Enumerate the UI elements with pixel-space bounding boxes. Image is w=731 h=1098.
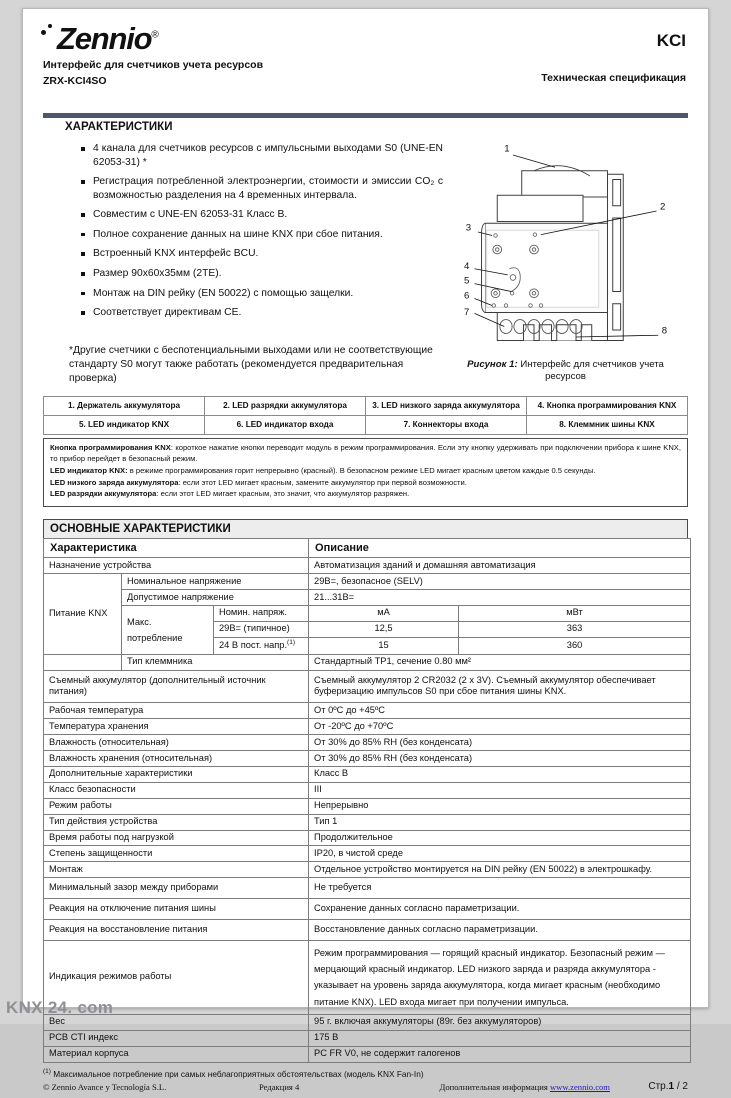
row-label: Влажность (относительная): [44, 735, 309, 751]
table-row: [44, 735, 691, 751]
features-list: [65, 142, 443, 320]
col-header-characteristic: Характеристика: [44, 539, 309, 558]
table-row: [44, 670, 691, 703]
cons-row2-text: 24 В пост. напр.: [219, 640, 288, 651]
callout-2: 2: [660, 201, 666, 213]
note-paragraph: [50, 443, 681, 465]
cons-row2-label: [214, 637, 309, 654]
note-text: в режиме программирования горит непрерывно (красный). В безопасном режиме LED мигает красным цветом каждые 0.5 секунды.: [129, 465, 596, 475]
product-model: ZRX-KCI4SO: [43, 75, 107, 87]
legend-num: 6.: [236, 420, 244, 430]
footnote-marker: (1): [287, 639, 295, 647]
list-item: Регистрация потребленной электроэнергии, стоимости и эмиссии CO₂ с возможностью разделения на 4 временных интервала.: [81, 175, 443, 202]
table-row: [44, 590, 691, 606]
row-label-max-consumption: Макс. потребление: [122, 605, 214, 654]
callout-4: 4: [464, 260, 470, 272]
note-term: LED индикатор KNX:: [50, 465, 128, 475]
callout-8: 8: [661, 325, 668, 337]
table-row: [44, 830, 691, 846]
row-label: Дополнительные характеристики: [44, 766, 309, 782]
note-paragraph: [50, 478, 681, 489]
note-term: LED низкого заряда аккумулятора: [50, 477, 179, 487]
legend-label: Держатель аккумулятора: [74, 400, 181, 410]
table-row: [44, 574, 691, 590]
note-term: Кнопка программирования KNX: [50, 443, 171, 453]
row-label: Рабочая температура: [44, 703, 309, 719]
row-label: Тип действия устройства: [44, 814, 309, 830]
cons-row1-mw: 363: [459, 621, 691, 637]
legend-cell-6: [205, 416, 366, 435]
list-item: Полное сохранение данных на шине KNX при сбое питания.: [81, 228, 443, 242]
row-value: Восстановление данных согласно параметризации.: [309, 919, 691, 940]
row-label-purpose: Назначение устройства: [44, 558, 309, 574]
table-row: [44, 766, 691, 782]
row-value-terminal: Стандартный TP1, сечение 0.80 мм²: [309, 654, 691, 670]
table-row: [44, 654, 691, 670]
logo-wordmark: Zennio: [57, 21, 152, 56]
legend-table: [43, 396, 688, 436]
row-label-power-group: Питание KNX: [44, 574, 122, 655]
table-row: [44, 1046, 691, 1062]
document-header: [23, 9, 708, 105]
list-item: Совместим с UNE-EN 62053-31 Класс B.: [81, 208, 443, 222]
callout-6: 6: [464, 290, 470, 302]
note-sep: :: [178, 477, 183, 487]
table-row: [44, 416, 688, 435]
cons-row2-ma: 15: [309, 637, 459, 654]
list-item: Соответствует директивам CE.: [81, 306, 443, 320]
legend-cell-1: [44, 396, 205, 415]
row-label: Режим работы: [44, 798, 309, 814]
row-value: 175 B: [309, 1030, 691, 1046]
table-row: [44, 1030, 691, 1046]
row-label: PCB CTI индекс: [44, 1030, 309, 1046]
list-item: Монтаж на DIN рейку (EN 50022) с помощью защелки.: [81, 287, 443, 301]
row-label: Степень защищенности: [44, 846, 309, 862]
note-paragraph: [50, 489, 681, 500]
legend-label: LED разрядки аккумулятора: [229, 400, 347, 410]
footnote-text: Максимальное потребление при самых неблагоприятных обстоятельствах (модель KNX Fan-In): [50, 1068, 424, 1079]
callout-3: 3: [465, 222, 472, 234]
row-label-nominal-voltage: Номинальное напряжение: [122, 574, 309, 590]
legend-label: Клеммник шины KNX: [566, 420, 655, 430]
note-text: если этот LED мигает красным, замените аккумулятор при первой возможности.: [182, 477, 467, 487]
row-value: Не требуется: [309, 878, 691, 899]
legend-label: Коннекторы входа: [410, 420, 489, 430]
row-value: Продолжительное: [309, 830, 691, 846]
document-type: Техническая спецификация: [541, 72, 686, 84]
table-row: [44, 1014, 691, 1030]
legend-num: 5.: [78, 420, 86, 430]
legend-cell-4: [527, 396, 688, 415]
list-item: 4 канала для счетчиков ресурсов с импульсными выходами S0 (UNE-EN 62053-31) *: [81, 142, 443, 169]
cons-row2-mw: 360: [459, 637, 691, 654]
legend-num: 2.: [223, 400, 230, 410]
table-row: [44, 719, 691, 735]
note-sep: :: [170, 443, 176, 453]
footnote-marker: (1): [43, 1067, 51, 1075]
table-row: [44, 558, 691, 574]
row-value: Сохранение данных согласно параметризации.: [309, 899, 691, 920]
figure-caption-label: Рисунок 1:: [467, 359, 518, 370]
document-footer: [43, 1082, 688, 1098]
row-value: III: [309, 782, 691, 798]
row-value: IP20, в чистой среде: [309, 846, 691, 862]
row-label: Класс безопасности: [44, 782, 309, 798]
table-row: [44, 862, 691, 878]
zennio-logo: [43, 23, 158, 54]
legend-label: Кнопка программирования KNX: [544, 400, 677, 410]
device-diagram-icon: [443, 123, 688, 355]
row-value: От -20ºC до +70ºC: [309, 719, 691, 735]
product-subtitle: Интерфейс для счетчиков учета ресурсов: [43, 59, 264, 71]
row-value: Режим программирования — горящий красный индикатор. Безопасный режим — мерцающий красный индикатор. LED низкого заряда и разряда аккумулятора - указывает на уровень заряда аккумулятора, когда мигает красным (необходимо питание KNX). LED входа мигает при получении импульса.: [309, 940, 691, 1014]
row-value: Класс B: [309, 766, 691, 782]
legend-cell-2: [205, 396, 366, 415]
page-total: / 2: [674, 1081, 688, 1093]
row-label: Температура хранения: [44, 719, 309, 735]
legend-label: LED индикатор KNX: [85, 420, 170, 430]
features-heading: ХАРАКТЕРИСТИКИ: [65, 121, 173, 133]
table-row: [44, 396, 688, 415]
logo-dots-icon: [41, 24, 57, 36]
row-value: Съемный аккумулятор 2 CR2032 (2 x 3V). Съемный аккумулятор обеспечивает буферизацию импульсов S0 при сбое питания шины KNX.: [309, 670, 691, 703]
features-footnote: *Другие счетчики с беспотенциальными выходами или не соответствующие стандарту S0 могут также работать (рекомендуется предварительная проверка): [69, 344, 433, 384]
row-label-allowed-voltage: Допустимое напряжение: [122, 590, 309, 606]
footer-copyright: © Zennio Avance y Tecnología S.L.: [43, 1082, 167, 1093]
figure-caption-text: Интерфейс для счетчиков учета ресурсов: [517, 359, 664, 383]
row-value-allowed-voltage: 21...31В=: [309, 590, 691, 606]
notes-box: [43, 438, 688, 507]
legend-num: 4.: [537, 400, 545, 410]
features-column: [43, 121, 443, 386]
table-row: [44, 814, 691, 830]
row-value-nominal-voltage: 29В=, безопасное (SELV): [309, 574, 691, 590]
footer-more-info: [439, 1082, 610, 1092]
zennio-website-link[interactable]: www.zennio.com: [549, 1082, 610, 1093]
row-label: Материал корпуса: [44, 1046, 309, 1062]
col-header-description: Описание: [309, 539, 691, 558]
table-row: [44, 703, 691, 719]
page-value: 1: [668, 1081, 675, 1093]
figure-caption: [443, 359, 688, 384]
callout-1: 1: [504, 143, 510, 155]
legend-label: LED индикатор входа: [243, 420, 334, 430]
header-divider: [43, 113, 688, 118]
legend-label: LED низкого заряда аккумулятора: [379, 400, 520, 410]
row-label: Минимальный зазор между приборами: [44, 878, 309, 899]
row-value: Тип 1: [309, 814, 691, 830]
list-item: Размер 90x60x35мм (2TE).: [81, 267, 443, 281]
cons-head-voltage: Номин. напряж.: [214, 605, 309, 621]
row-label: Реакция на восстановление питания: [44, 919, 309, 940]
row-value: Отдельное устройство монтируется на DIN рейку (EN 50022) в электрошкафу.: [309, 862, 691, 878]
spec-section-title: ОСНОВНЫЕ ХАРАКТЕРИСТИКИ: [43, 519, 688, 538]
cons-row1-ma: 12,5: [309, 621, 459, 637]
specifications-table: [43, 538, 691, 1062]
table-row: [44, 751, 691, 767]
row-label: Индикация режимов работы: [44, 940, 309, 1014]
callout-5: 5: [464, 275, 470, 287]
specifications-section: [43, 519, 688, 1062]
table-header-row: [44, 539, 691, 558]
legend-num: 3.: [372, 400, 380, 410]
legend-cell-8: [527, 416, 688, 435]
legend-num: 1.: [67, 400, 75, 410]
callout-7: 7: [464, 307, 470, 319]
site-watermark: KNX 24. com: [6, 998, 114, 1017]
table-row: [44, 846, 691, 862]
footer-page-number: [648, 1081, 688, 1092]
row-value: От 30% до 85% RH (без конденсата): [309, 735, 691, 751]
row-value: 95 г. включая аккумуляторы (89г. без аккумуляторов): [309, 1014, 691, 1030]
row-value: Непрерывно: [309, 798, 691, 814]
footer-revision: Редакция 4: [259, 1082, 300, 1093]
note-sep: :: [156, 489, 161, 499]
legend-cell-7: [366, 416, 527, 435]
table-row: [44, 878, 691, 899]
content-columns: [23, 105, 708, 386]
table-row: [44, 919, 691, 940]
list-item: Встроенный KNX интерфейс BCU.: [81, 247, 443, 261]
cons-head-mw: мВт: [459, 605, 691, 621]
cons-row1-label: 29В= (типичное): [214, 621, 309, 637]
row-label: Реакция на отключение питания шины: [44, 899, 309, 920]
row-label: Съемный аккумулятор (дополнительный источник питания): [44, 670, 309, 703]
device-figure: [443, 123, 688, 353]
legend-num: 7.: [403, 420, 411, 430]
legend-cell-5: [44, 416, 205, 435]
note-term: LED разрядки аккумулятора: [50, 489, 157, 499]
note-text: короткое нажатие кнопки переводит модуль в режим программирования. Если эту кнопку удерживать при подключении прибора к шине KNX, то прибор перейдет в безопасный режим.: [50, 443, 681, 464]
row-label: Влажность хранения (относительная): [44, 751, 309, 767]
table-row: [44, 940, 691, 1014]
row-label: Монтаж: [44, 862, 309, 878]
page-label: Стр.: [648, 1081, 669, 1093]
figure-column: [443, 121, 688, 386]
table-footnote: [43, 1068, 688, 1079]
row-value: От 30% до 85% RH (без конденсата): [309, 751, 691, 767]
row-label: Вес: [44, 1014, 309, 1030]
legend-num: 8.: [559, 420, 567, 430]
table-row: [44, 798, 691, 814]
row-value: PC FR V0, не содержит галогенов: [309, 1046, 691, 1062]
footer-more-info-label: Дополнительная информация: [439, 1082, 550, 1093]
cons-head-ma: мА: [309, 605, 459, 621]
table-row: [44, 782, 691, 798]
row-value-purpose: Автоматизация зданий и домашняя автоматизация: [309, 558, 691, 574]
row-value: От 0ºC до +45ºC: [309, 703, 691, 719]
product-code: KCI: [656, 31, 686, 50]
spacer-cell: [44, 654, 122, 670]
table-row: [44, 605, 691, 621]
legend-cell-3: [366, 396, 527, 415]
note-paragraph: [50, 466, 681, 477]
row-label: Время работы под нагрузкой: [44, 830, 309, 846]
table-row: [44, 899, 691, 920]
row-label-terminal: Тип клеммника: [122, 654, 309, 670]
note-text: если этот LED мигает красным, это значит, что аккумулятор разряжен.: [160, 489, 410, 499]
logo-registered-icon: ®: [151, 29, 158, 41]
